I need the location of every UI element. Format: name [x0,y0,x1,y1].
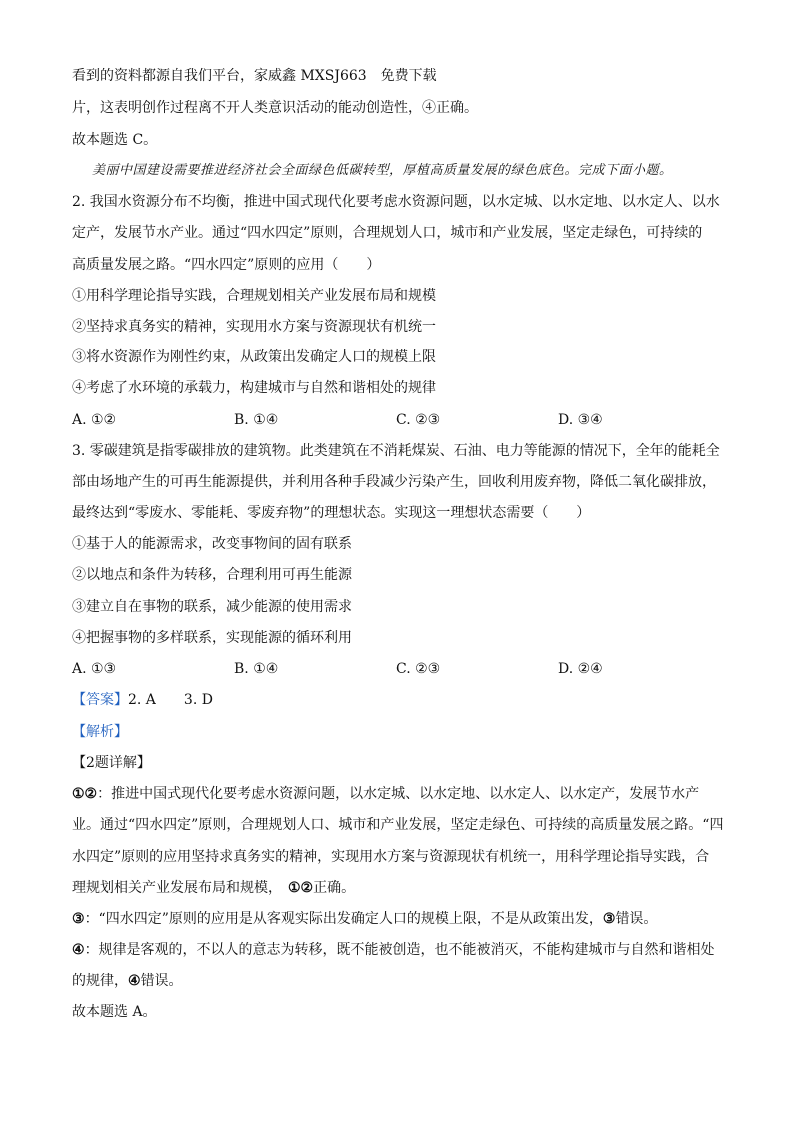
q3-option-c: C. ②③ [396,661,441,677]
detail-p2-mark: ③ [72,911,85,927]
previous-answer-line: 片，这表明创作过程离不开人类意识活动的能动创造性，④正确。 [72,100,478,116]
detail-p1-text-4: 理规划相关产业发展布局和规模， [72,880,282,896]
answer-line [72,690,732,710]
detail-p2-end: 错误。 [615,911,658,927]
q2-option-b: B. ①④ [234,412,279,428]
q3-statement-2: ②以地点和条件为转移，合理利用可再生能源 [72,567,352,583]
q2-option-a: A. ①② [72,412,117,428]
q2-option-c: C. ②③ [396,412,441,428]
detail-p1-line-2: 业。通过“四水四定”原则，合理规划人口、城市和产业发展，坚定走绿色、可持续的高质量发展之路。“四 [72,817,724,833]
detail-p1-mark-2: ①② [288,880,314,896]
q3-statement-1: ①基于人的能源需求，改变事物间的固有联系 [72,536,352,552]
group-intro: 美丽中国建设需要推进经济社会全面绿色低碳转型，厚植高质量发展的绿色底色。完成下面小题。 [92,163,673,178]
q2-stem-line-3: 高质量发展之路。“四水四定”原则的应用（ ） [72,257,381,273]
detail-p3-mark: ④ [72,942,85,958]
detail-p3-mark-2: ④ [128,973,141,989]
q2-statement-1: ①用科学理论指导实践，合理规划相关产业发展布局和规模 [72,288,436,304]
q2-statement-2: ②坚持求真务实的精神，实现用水方案与资源现状有机统一 [72,319,436,335]
answer-label: 【答案】 [72,692,128,708]
detail-p1-line-3: 水四定”原则的应用坚持求真务实的精神，实现用水方案与资源现状有机统一，用科学理论指导实践，合 [72,849,710,865]
detail-p1-mark: ①② [72,786,98,802]
q3-option-b: B. ①④ [234,661,279,677]
detail-p1-end: 正确。 [313,880,356,896]
detail-p1-text-1: ：推进中国式现代化要考虑水资源问题，以水定城、以水定地、以水定人、以水定产，发展节水产 [97,786,700,802]
q2-stem-line-2: 定产，发展节水产业。通过“四水四定”原则，合理规划人口，城市和产业发展，坚定走绿色，可持续的 [72,225,703,241]
previous-conclusion: 故本题选 C。 [72,132,158,148]
q2-statement-4: ④考虑了水环境的承载力，构建城市与自然和谐相处的规律 [72,380,436,396]
detail-conclusion: 故本题选 A。 [72,1004,157,1020]
detail-p3-text-2: 的规律， [72,973,128,989]
q2-stem-line-1: 2. 我国水资源分布不均衡，推进中国式现代化要考虑水资源问题，以水定城、以水定地、以水定人、以水 [72,194,720,210]
detail-p1-line-1 [72,784,732,804]
q3-statement-4: ④把握事物的多样联系，实现能源的循环利用 [72,630,352,646]
q2-option-d: D. ③④ [558,412,603,428]
detail-p2-text: ：“四水四定”原则的应用是从客观实际出发确定人口的规模上限，不是从政策出发， [84,911,603,927]
detail-p3-line-1 [72,940,732,960]
answer-text: 2. A 3. D [128,692,213,708]
q3-option-d: D. ②④ [558,661,603,677]
analysis-label: 【解析】 [72,724,128,740]
detail-p3-end: 错误。 [140,973,183,989]
q3-stem-line-3: 最终达到“零废水、零能耗、零废弃物”的理想状态。实现这一理想状态需要（ ） [72,505,591,521]
q3-stem-line-2: 部由场地产生的可再生能源提供，并利用各种手段减少污染产生，回收利用废弃物，降低二氧化碳排放， [72,474,716,490]
detail-p1-line-4 [72,878,732,898]
detail-label: 【2题详解】 [72,755,151,771]
q3-statement-3: ③建立自在事物的联系，减少能源的使用需求 [72,599,352,615]
q2-statement-3: ③将水资源作为刚性约束，从政策出发确定人口的规模上限 [72,349,436,365]
header-note: 看到的资料都源自我们平台，家威鑫 MXSJ663 免费下载 [72,68,437,84]
detail-p2-line [72,909,732,929]
detail-p3-line-2 [72,971,732,991]
q3-stem-line-1: 3. 零碳建筑是指零碳排放的建筑物。此类建筑在不消耗煤炭、石油、电力等能源的情况下，全年的能耗全 [72,443,720,459]
q3-option-a: A. ①③ [72,661,117,677]
detail-p2-mark-2: ③ [602,911,616,927]
detail-p3-text-1: ：规律是客观的，不以人的意志为转移，既不能被创造，也不能被消灭，不能构建城市与自然和谐相处 [84,942,715,958]
